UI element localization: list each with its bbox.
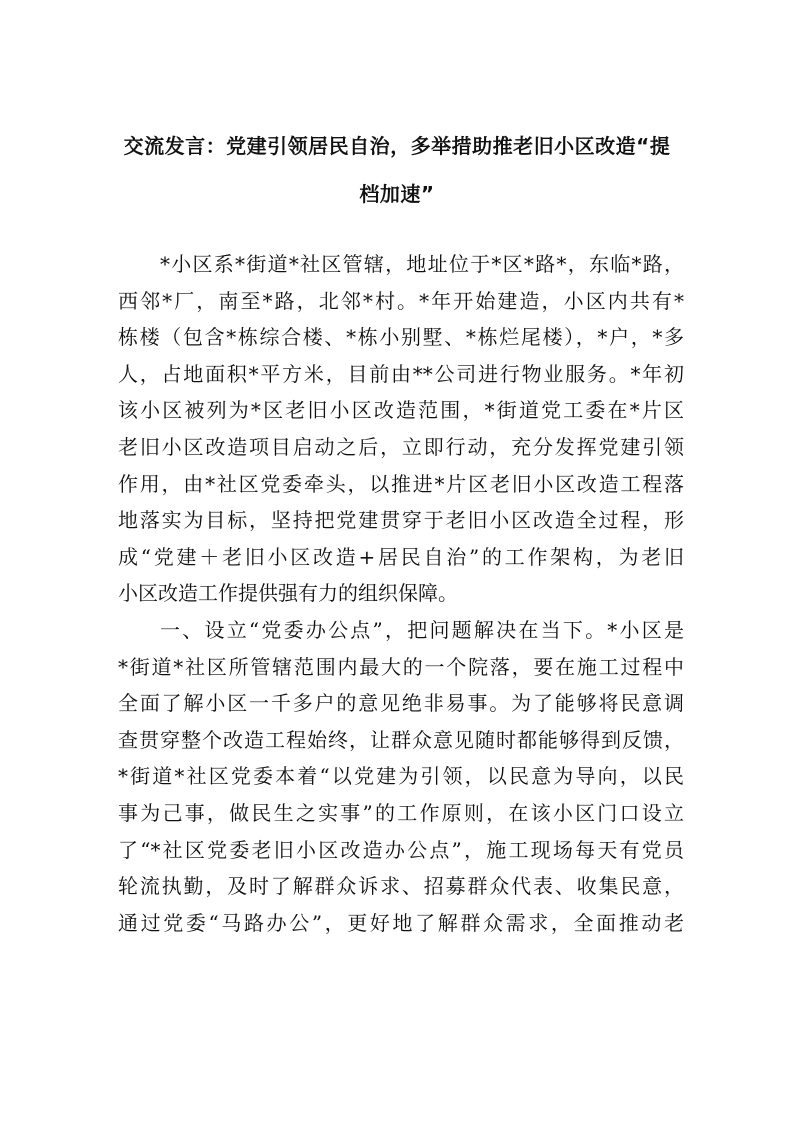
paragraph-line: 人，占地面积*平方米，目前由**公司进行物业服务。*年初: [118, 361, 684, 386]
paragraph-line: 查贯穿整个改造工程始终，让群众意见随时都能够得到反馈，: [118, 727, 684, 752]
paragraph-line: 地落实为目标，坚持把党建贯穿于老旧小区改造全过程，形: [118, 508, 684, 533]
paragraph-line: *街道*社区党委本着“以党建为引领，以民意为导向，以民: [118, 764, 684, 789]
paragraph-line: 轮流执勤，及时了解群众诉求、招募群众代表、收集民意，: [118, 874, 684, 899]
paragraph-line: *小区系*街道*社区管辖，地址位于*区*路*，东临*路，: [160, 252, 684, 276]
paragraph-line: 了“*社区党委老旧小区改造办公点”，施工现场每天有党员: [118, 837, 684, 862]
paragraph-1: [118, 246, 684, 612]
paragraph-2: [118, 612, 684, 941]
paragraph-line: 一、设立“党委办公点”，把问题解决在当下。*小区是: [160, 617, 684, 642]
paragraph-line: 该小区被列为*区老旧小区改造范围，*街道党工委在*片区: [118, 398, 684, 423]
paragraph-line: 事为己事，做民生之实事”的工作原则，在该小区门口设立: [118, 800, 684, 825]
paragraph-line: 全面了解小区一千多户的意见绝非易事。为了能够将民意调: [118, 691, 684, 716]
paragraph-line: 成“党建＋老旧小区改造+居民自治”的工作架构，为老旧: [118, 544, 684, 569]
paragraph-line: *街道*社区所管辖范围内最大的一个院落，要在施工过程中: [118, 654, 684, 679]
paragraph-line: 小区改造工作提供强有力的组织保障。: [118, 581, 458, 606]
document-title: [110, 126, 684, 222]
title-line-1: 交流发言：党建引领居民自治，多举措助推老旧小区改造“提: [123, 134, 671, 158]
paragraph-line: 西邻*厂，南至*路，北邻*村。*年开始建造，小区内共有*: [118, 288, 684, 313]
title-line-2: 档加速”: [359, 182, 435, 206]
paragraph-line: 作用，由*社区党委牵头，以推进*片区老旧小区改造工程落: [118, 471, 684, 496]
document-body: [118, 246, 684, 941]
paragraph-line: 老旧小区改造项目启动之后，立即行动，充分发挥党建引领: [118, 434, 684, 459]
paragraph-line: 通过党委“马路办公”，更好地了解群众需求，全面推动老: [118, 910, 684, 935]
paragraph-line: 栋楼（包含*栋综合楼、*栋小别墅、*栋烂尾楼），*户，*多: [118, 325, 684, 350]
